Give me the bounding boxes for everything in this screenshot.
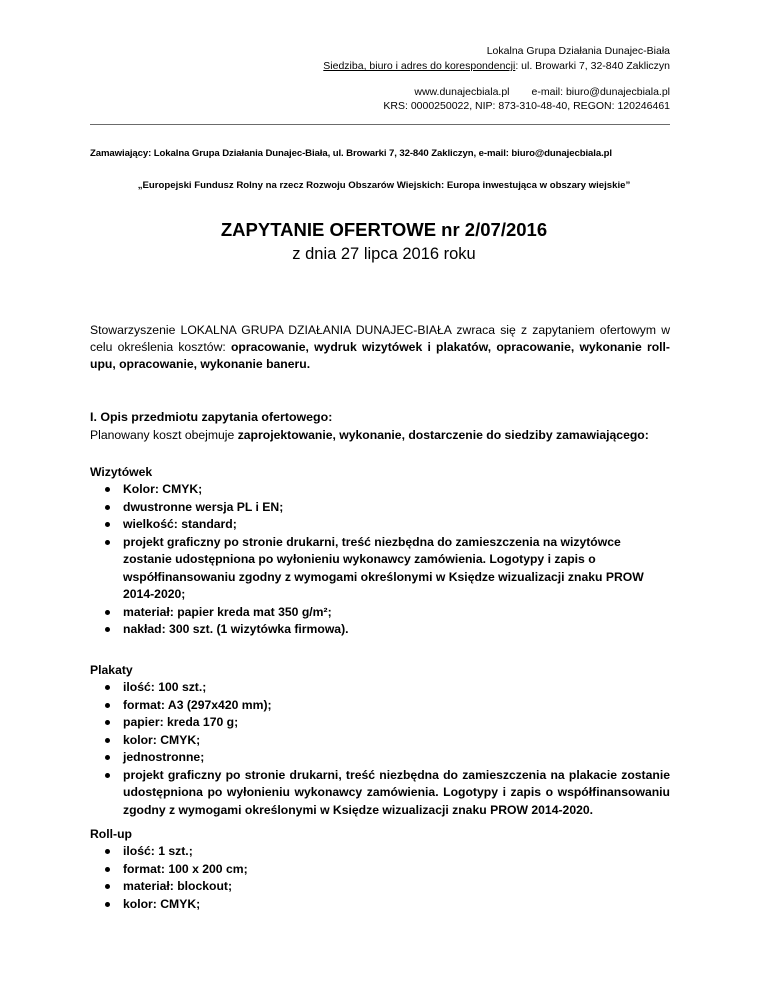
- list-item: projekt graficzny po stronie drukarni, treść niezbędna do zamieszczenia na wizytówce zostanie udostępniona po wyłonieniu wykonawcy zamówienia. Logotypy i zapis o współfinansowaniu zgodny z wymogami określonymi w Księdze wizualizacji znaku PROW 2014-2020;: [90, 534, 670, 604]
- list-item: jednostronne;: [90, 749, 670, 767]
- header-divider: [90, 124, 670, 125]
- address-label: Siedziba, biuro i adres do korespondencji: [323, 60, 516, 72]
- list-item: papier: kreda 170 g;: [90, 714, 670, 732]
- bullet-icon: [105, 755, 110, 760]
- bullet-icon: [105, 902, 110, 907]
- list-item: ilość: 1 szt.;: [90, 843, 670, 861]
- bullet-icon: [105, 703, 110, 708]
- section-heading: I. Opis przedmiotu zapytania ofertowego:: [90, 410, 333, 424]
- client-line: Zamawiający: Lokalna Grupa Działania Dunajec-Biała, ul. Browarki 7, 32-840 Zakliczyn, e-mail: biuro@dunajecbiala.pl: [90, 148, 612, 159]
- bullet-icon: [105, 540, 110, 545]
- list-item: format: A3 (297x420 mm);: [90, 697, 670, 715]
- rollup-section: [90, 826, 670, 913]
- org-contact: [414, 85, 670, 99]
- list-item: dwustronne wersja PL i EN;: [90, 499, 670, 517]
- plan-scope: zaprojektowanie, wykonanie, dostarczenie do siedziby zamawiającego:: [237, 428, 649, 442]
- email-link[interactable]: e-mail: biuro@dunajecbiala.pl: [531, 86, 670, 98]
- bullet-icon: [105, 849, 110, 854]
- bullet-icon: [105, 505, 110, 510]
- posters-list: [90, 679, 670, 819]
- rollup-list: [90, 843, 670, 913]
- intro-text: Stowarzyszenie LOKALNA GRUPA DZIAŁANIA DUNAJEC-BIAŁA zwraca się z zapytaniem ofertowym w celu określenia kosztów:: [90, 323, 670, 354]
- plan-text: Planowany koszt obejmuje: [90, 428, 238, 442]
- org-registry: KRS: 0000250022, NIP: 873-310-48-40, REGON: 120246461: [383, 100, 670, 112]
- list-item: kolor: CMYK;: [90, 732, 670, 750]
- list-item: kolor: CMYK;: [90, 896, 670, 914]
- bullet-icon: [105, 738, 110, 743]
- bullet-icon: [105, 867, 110, 872]
- posters-title: Plakaty: [90, 663, 133, 677]
- list-item: Kolor: CMYK;: [90, 481, 670, 499]
- fund-line: „Europejski Fundusz Rolny na rzecz Rozwoju Obszarów Wiejskich: Europa inwestująca w obszary wiejskie”: [137, 180, 631, 191]
- plan-line: [90, 428, 690, 442]
- rollup-title: Roll-up: [90, 827, 132, 841]
- list-item: ilość: 100 szt.;: [90, 679, 670, 697]
- business-cards-section: [90, 464, 670, 639]
- list-item: wielkość: standard;: [90, 516, 670, 534]
- bullet-icon: [105, 773, 110, 778]
- bullet-icon: [105, 522, 110, 527]
- bullet-icon: [105, 627, 110, 632]
- list-item: nakład: 300 szt. (1 wizytówka firmowa).: [90, 621, 670, 639]
- intro-paragraph: [90, 322, 670, 373]
- document-title: ZAPYTANIE OFERTOWE nr 2/07/2016: [220, 219, 548, 240]
- posters-section: [90, 662, 670, 819]
- org-address: [323, 59, 670, 73]
- list-item: materiał: papier kreda mat 350 g/m²;: [90, 604, 670, 622]
- list-item: projekt graficzny po stronie drukarni, treść niezbędna do zamieszczenia na plakacie zostanie udostępniona po wyłonieniu wykonawcy zamówienia. Logotypy i zapis o współfinansowaniu zgodny z wymogami określonymi w Księdze wizualizacji znaku PROW 2014-2020.: [90, 767, 670, 820]
- list-item: format: 100 x 200 cm;: [90, 861, 670, 879]
- address-value: : ul. Browarki 7, 32-840 Zakliczyn: [515, 60, 670, 72]
- website-link[interactable]: www.dunajecbiala.pl: [414, 86, 510, 98]
- bullet-icon: [105, 685, 110, 690]
- business-cards-list: [90, 481, 670, 639]
- bullet-icon: [105, 610, 110, 615]
- list-item: materiał: blockout;: [90, 878, 670, 896]
- document-date: z dnia 27 lipca 2016 roku: [292, 245, 476, 263]
- bullet-icon: [105, 487, 110, 492]
- org-name: Lokalna Grupa Działania Dunajec-Biała: [486, 45, 670, 57]
- bullet-icon: [105, 720, 110, 725]
- bullet-icon: [105, 884, 110, 889]
- intro-scope: opracowanie, wydruk wizytówek i plakatów, opracowanie, wykonanie roll-upu, opracowanie, wykonanie baneru.: [90, 340, 670, 371]
- business-cards-title: Wizytówek: [90, 465, 153, 479]
